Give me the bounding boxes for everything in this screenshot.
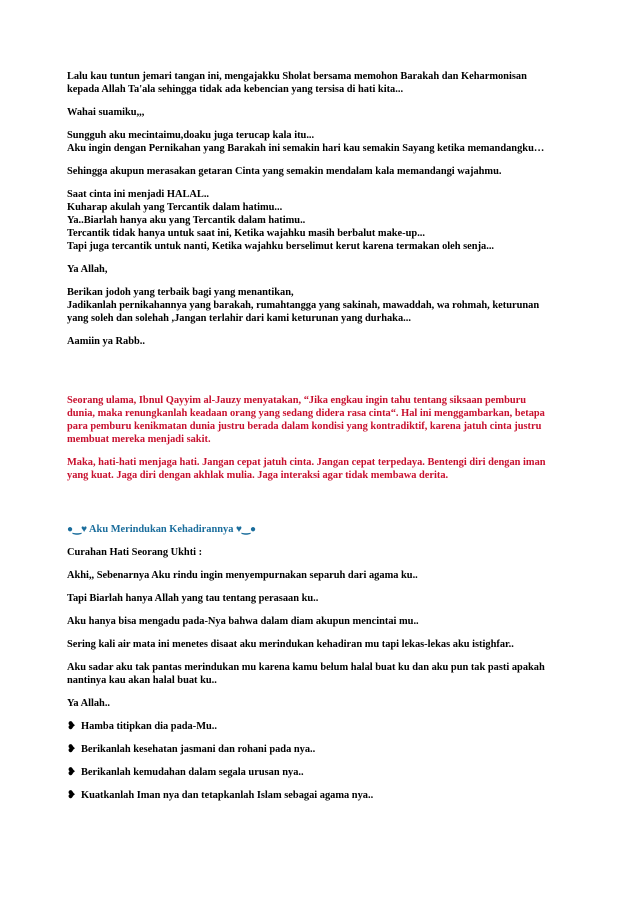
text-line: Seorang ulama, Ibnul Qayyim al-Jauzy menyatakan, “Jika engkau ingin tahu tentang siksaan pemburu: [67, 395, 527, 406]
text-line: Curahan Hati Seorang Ukhti :: [67, 547, 203, 558]
paragraph: [67, 456, 572, 482]
paragraph: [67, 263, 572, 276]
text-line: Akhi,, Sebenarnya Aku rindu ingin menyempurnakan separuh dari agama ku..: [67, 570, 418, 581]
text-line: Kuharap akulah yang Tercantik dalam hatimu...: [67, 202, 283, 213]
paragraph: [67, 394, 572, 446]
heart-bullet-icon: ❥: [67, 744, 76, 755]
text-line: Ya..Biarlah hanya aku yang Tercantik dalam hatimu..: [67, 215, 306, 226]
paragraph: [67, 615, 572, 628]
bullet-text: Kuatkanlah Iman nya dan tetapkanlah Islam sebagai agama nya..: [81, 790, 374, 801]
text-line: Sehingga akupun merasakan getaran Cinta yang semakin mendalam kala memandangi wajahmu.: [67, 166, 502, 177]
heading-text: Aku Merindukan Kehadirannya: [89, 524, 234, 535]
section-heading: [67, 523, 572, 536]
spacer: [67, 358, 572, 394]
bullet-text: Berikanlah kemudahan dalam segala urusan nya..: [81, 767, 304, 778]
text-line: kepada Allah Ta'ala sehingga tidak ada kebencian yang tersisa di hati kita...: [67, 84, 404, 95]
text-line: Aku ingin dengan Pernikahan yang Barakah ini semakin hari kau semakin Sayang ketika memandangku…: [67, 143, 545, 154]
paragraph: [67, 569, 572, 582]
paragraph: [67, 129, 572, 155]
text-line: membuat mereka menjadi sakit.: [67, 434, 211, 445]
paragraph: [67, 697, 572, 710]
text-line: para pemburu kenikmatan dunia justru berada dalam kondisi yang kontradiktif, karena jatuh cinta justru: [67, 421, 542, 432]
text-line: Sering kali air mata ini menetes disaat aku merindukan kehadiran mu tapi lekas-lekas aku istighfar..: [67, 639, 514, 650]
heart-face-icon: ●‿♥: [67, 524, 88, 535]
paragraph: [67, 286, 572, 325]
text-line: Aamiin ya Rabb..: [67, 336, 145, 347]
text-line: Berikan jodoh yang terbaik bagi yang menantikan,: [67, 287, 294, 298]
text-line: yang soleh dan solehah ,Jangan terlahir dari kami keturunan yang durhaka...: [67, 313, 411, 324]
quote-section: [67, 394, 572, 482]
paragraph: [67, 70, 572, 96]
text-line: Aku hanya bisa mengadu pada-Nya bahwa dalam diam akupun mencintai mu..: [67, 616, 419, 627]
bullet-item: [67, 789, 572, 802]
paragraph: [67, 188, 572, 253]
document-body: [67, 70, 572, 812]
paragraph: [67, 335, 572, 348]
bullet-text: Berikanlah kesehatan jasmani dan rohani pada nya..: [81, 744, 316, 755]
heart-bullet-icon: ❥: [67, 721, 76, 732]
paragraph: [67, 165, 572, 178]
text-line: Aku sadar aku tak pantas merindukan mu karena kamu belum halal buat ku dan aku pun tak pasti apakah: [67, 662, 545, 673]
text-line: yang kuat. Jaga diri dengan akhlak mulia. Jaga interaksi agar tidak membawa derita.: [67, 470, 449, 481]
text-line: Wahai suamiku,,,: [67, 107, 145, 118]
poem-section: [67, 70, 572, 348]
paragraph: [67, 106, 572, 119]
text-line: Lalu kau tuntun jemari tangan ini, mengajakku Sholat bersama memohon Barakah dan Keharmonisan: [67, 71, 527, 82]
bullet-item: [67, 720, 572, 733]
text-line: dunia, maka renungkanlah keadaan orang yang sedang didera rasa cinta“. Hal ini menggambarkan, betapa: [67, 408, 545, 419]
bullet-item: [67, 743, 572, 756]
text-line: Tercantik tidak hanya untuk saat ini, Ketika wajahku masih berbalut make-up...: [67, 228, 425, 239]
paragraph: [67, 592, 572, 605]
text-line: Tapi Biarlah hanya Allah yang tau tentang perasaan ku..: [67, 593, 319, 604]
letter-section: [67, 523, 572, 802]
paragraph: [67, 546, 572, 559]
paragraph: [67, 638, 572, 651]
text-line: Tapi juga tercantik untuk nanti, Ketika wajahku berselimut kerut karena termakan oleh senja...: [67, 241, 495, 252]
text-line: Ya Allah..: [67, 698, 111, 709]
heart-bullet-icon: ❥: [67, 790, 76, 801]
text-line: nantinya kau akan halal buat ku..: [67, 675, 217, 686]
spacer: [67, 492, 572, 523]
paragraph: [67, 661, 572, 687]
heart-bullet-icon: ❥: [67, 767, 76, 778]
heart-face-icon: ♥‿●: [236, 524, 257, 535]
bullet-text: Hamba titipkan dia pada-Mu..: [81, 721, 217, 732]
text-line: Maka, hati-hati menjaga hati. Jangan cepat jatuh cinta. Jangan cepat terpedaya. Bentengi diri dengan iman: [67, 457, 546, 468]
text-line: Sungguh aku mecintaimu,doaku juga terucap kala itu...: [67, 130, 315, 141]
text-line: Ya Allah,: [67, 264, 108, 275]
text-line: Saat cinta ini menjadi HALAL..: [67, 189, 210, 200]
text-line: Jadikanlah pernikahannya yang barakah, rumahtangga yang sakinah, mawaddah, wa rohmah, keturunan: [67, 300, 540, 311]
bullet-item: [67, 766, 572, 779]
